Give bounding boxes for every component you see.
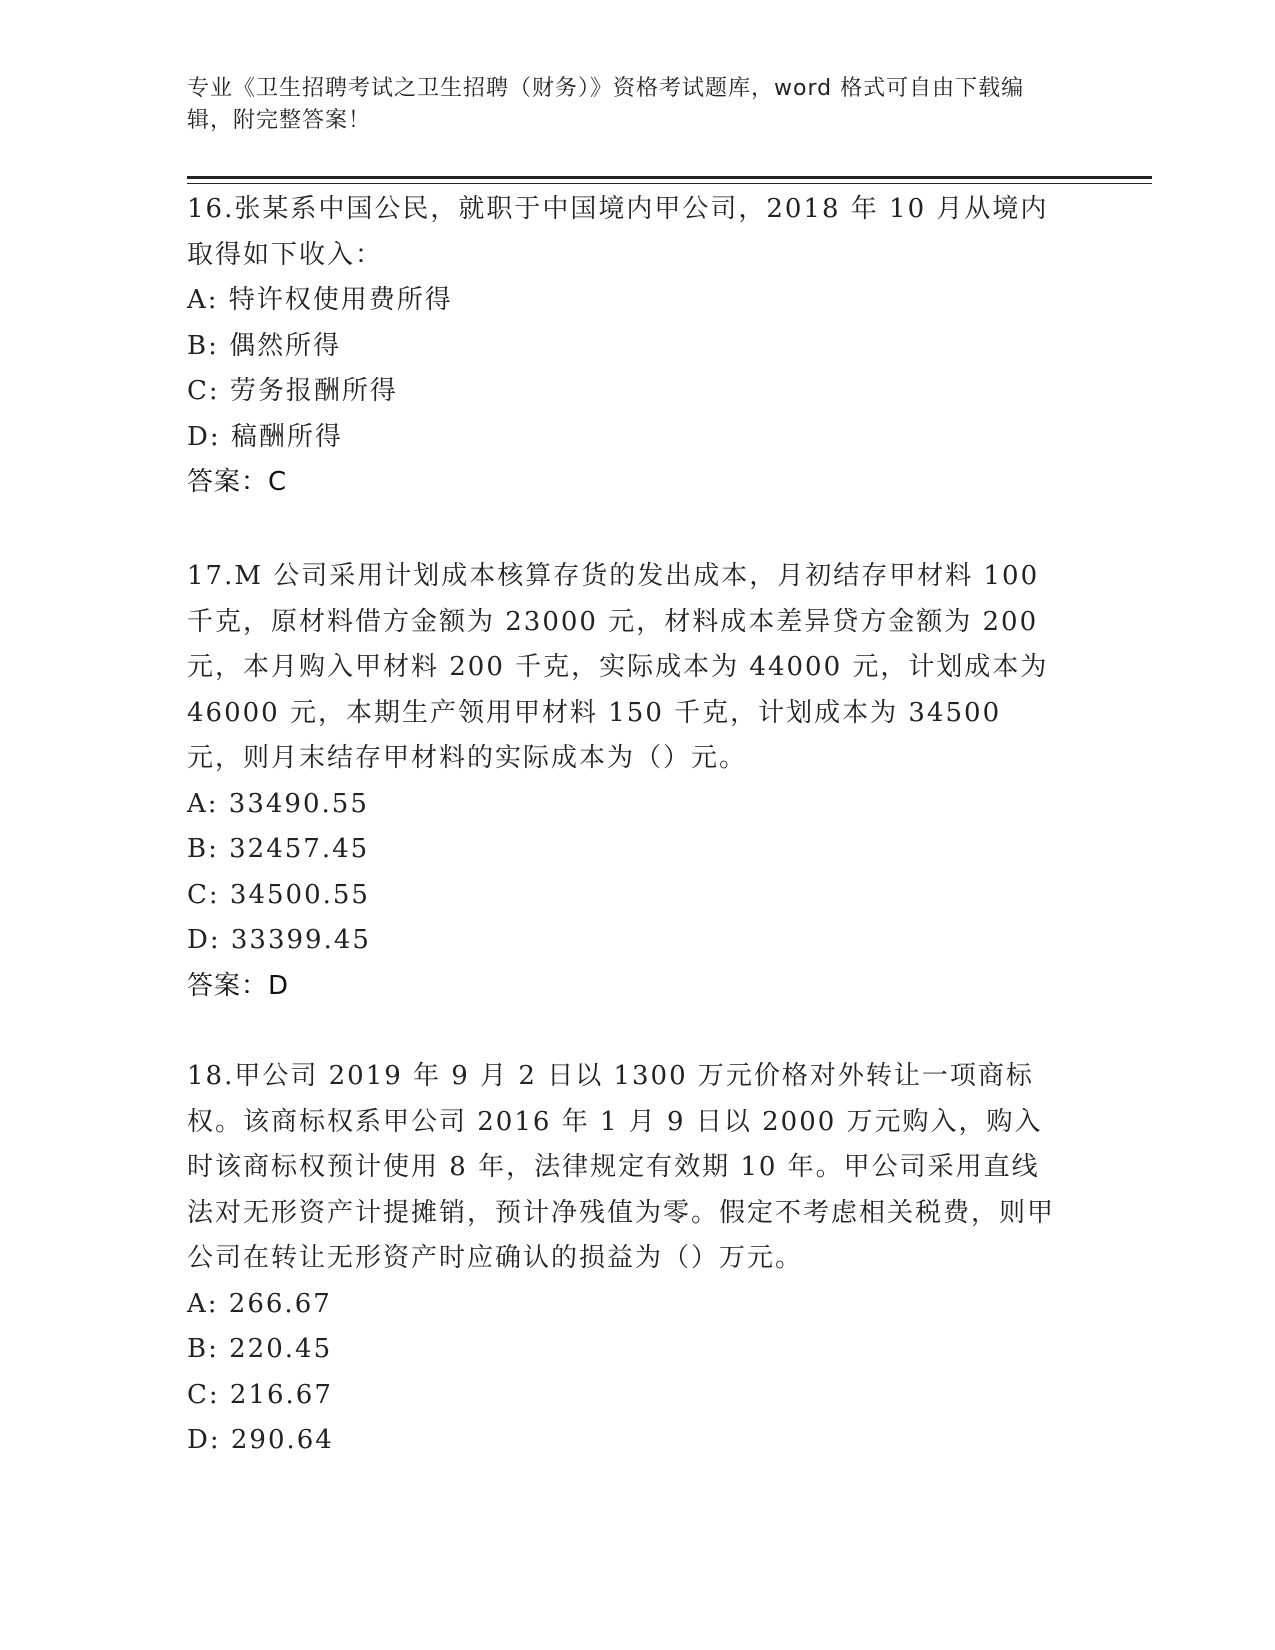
question-stem: 17.M 公司采用计划成本核算存货的发出成本，月初结存甲材料 100 千克，原材料借方金额为 23000 元，材料成本差异贷方金额为 200 元，本月购入甲材料 200 千克，实际成本为 44000 元，计划成本为 46000 元，本期生产领用甲材料 150 千克，计划成本为 34500 元，则月末结存甲材料的实际成本为（）元。	[187, 561, 1049, 773]
option-d: D: 稿酬所得	[187, 421, 343, 452]
option-c: C: 34500.55	[187, 879, 370, 910]
option-d: D: 290.64	[187, 1425, 334, 1455]
question-stem: 16.张某系中国公民，就职于中国境内甲公司，2018 年 10 月从境内取得如下收入：	[187, 194, 1049, 270]
option-b: B: 220.45	[187, 1334, 333, 1364]
option-a: A: 266.67	[187, 1288, 332, 1319]
question-16	[187, 187, 1067, 505]
option-b: B: 32457.45	[187, 834, 370, 864]
option-d: D: 33399.45	[187, 925, 371, 955]
option-a: A: 33490.55	[187, 788, 369, 819]
question-stem: 18.甲公司 2019 年 9 月 2 日以 1300 万元价格对外转让一项商标权。该商标权系甲公司 2016 年 1 月 9 日以 2000 万元购入，购入时该商标权预计使用 8 年，法律规定有效期 10 年。甲公司采用直线法对无形资产计提摊销，预计净残值为零。假定不考虑相关税费，则甲公司在转让无形资产时应确认的损益为（）万元。	[187, 1061, 1056, 1273]
answer: 答案：D	[187, 970, 290, 1001]
header-divider-thin	[187, 183, 1152, 184]
document-header: 专业《卫生招聘考试之卫生招聘（财务）》资格考试题库，word 格式可自由下载编辑，附完整答案！	[187, 76, 1025, 133]
option-c: C: 216.67	[187, 1379, 333, 1410]
question-17	[187, 554, 1067, 1009]
answer: 答案：C	[187, 467, 288, 497]
option-a: A: 特许权使用费所得	[187, 285, 453, 315]
question-18	[187, 1054, 1067, 1464]
option-b: B: 偶然所得	[187, 330, 342, 361]
option-c: C: 劳务报酬所得	[187, 376, 398, 406]
header-divider-thick	[187, 176, 1152, 179]
